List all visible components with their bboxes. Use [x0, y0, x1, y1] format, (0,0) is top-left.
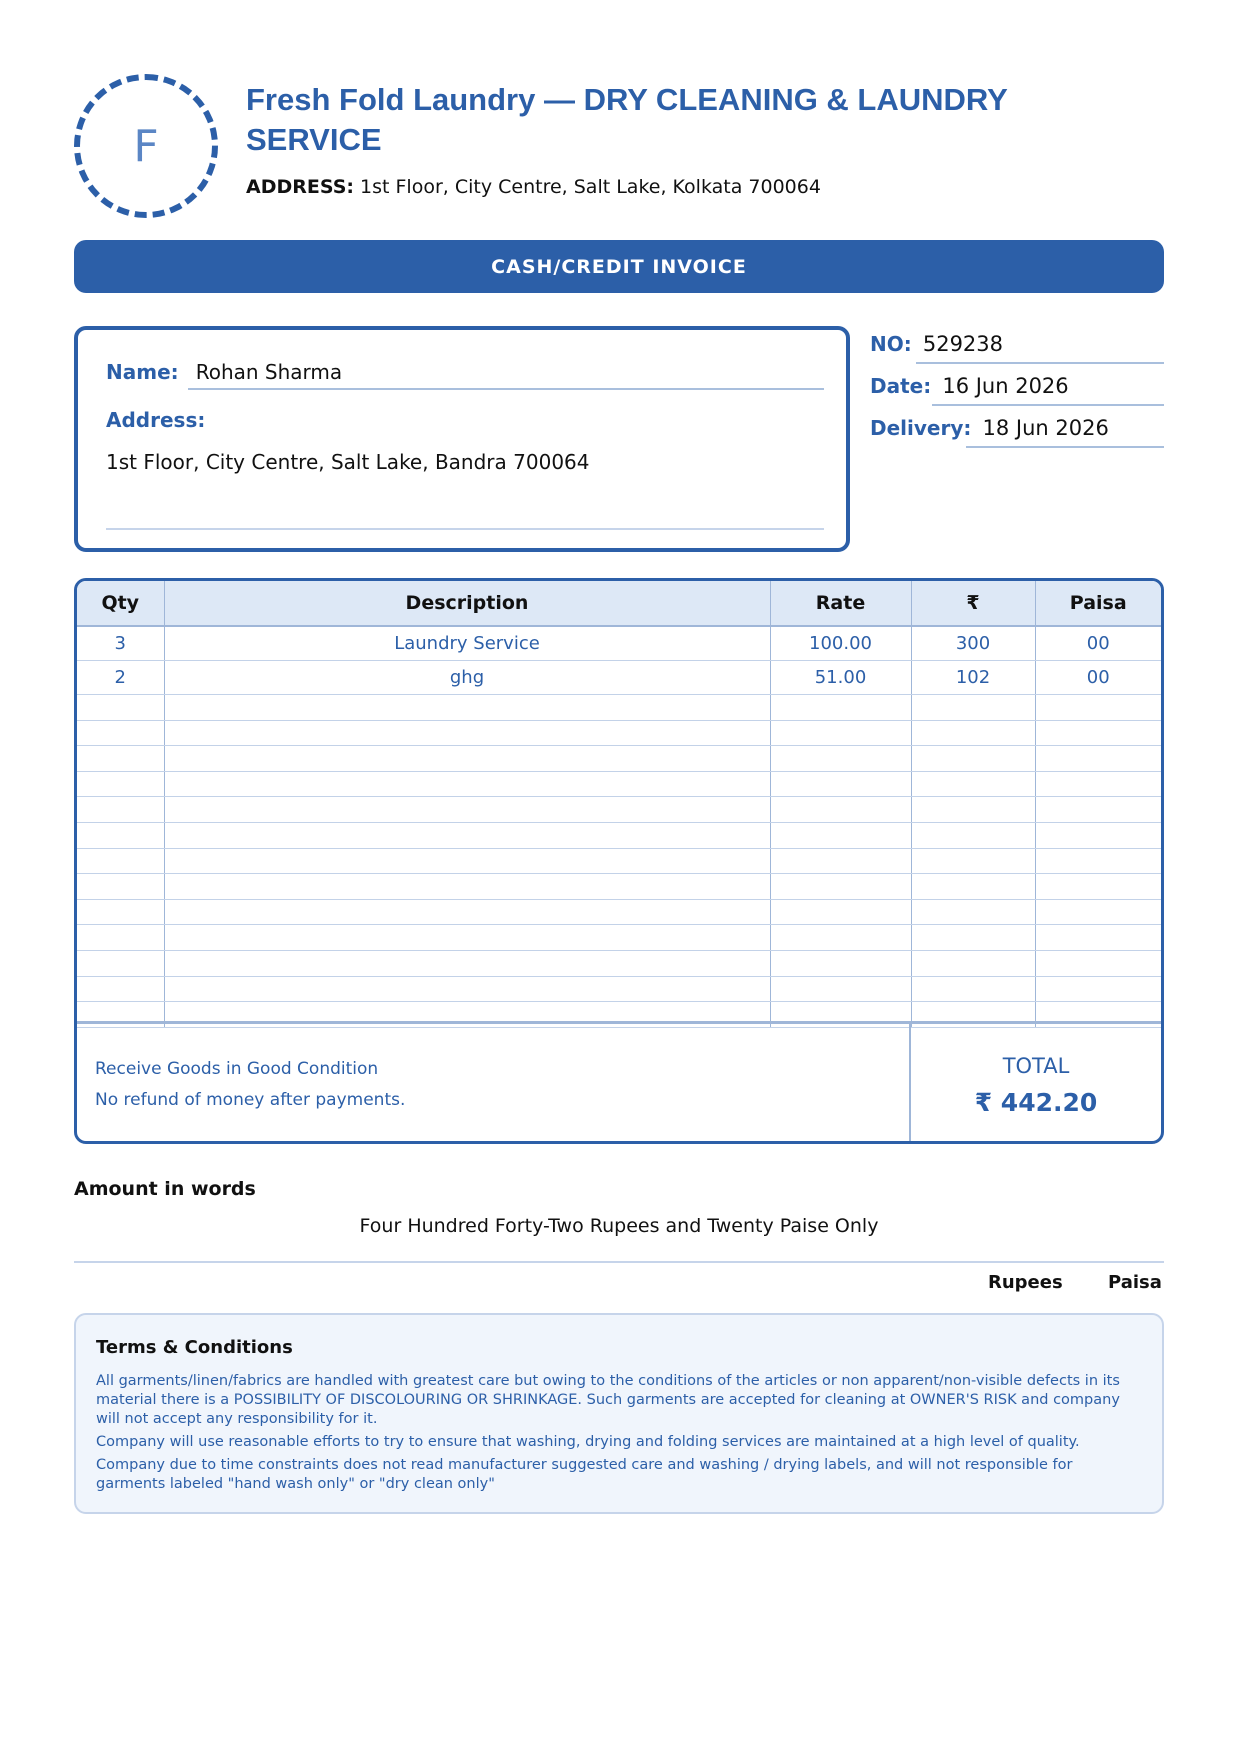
empty-table-row: [77, 822, 1161, 848]
header-qty: Qty: [77, 581, 164, 626]
empty-table-row: [77, 797, 1161, 823]
empty-cell: [770, 797, 911, 823]
empty-cell: [911, 925, 1035, 951]
table-row: [77, 626, 1161, 661]
empty-cell: [77, 925, 164, 951]
empty-table-row: [77, 976, 1161, 1002]
company-address: [246, 176, 821, 198]
empty-cell: [164, 950, 770, 976]
invoice-date-row: [870, 374, 1069, 398]
empty-table-row: [77, 771, 1161, 797]
empty-cell: [911, 797, 1035, 823]
table-footer: [77, 1021, 1161, 1144]
address-underline: [106, 528, 824, 530]
empty-cell: [1035, 950, 1161, 976]
empty-cell: [770, 771, 911, 797]
empty-cell: [911, 746, 1035, 772]
cell-qty: 3: [77, 626, 164, 661]
empty-table-row: [77, 695, 1161, 721]
empty-cell: [1035, 771, 1161, 797]
empty-cell: [1035, 746, 1161, 772]
invoice-number-row: [870, 332, 1003, 356]
empty-cell: [770, 822, 911, 848]
terms-paragraph-2: Company will use reasonable efforts to try to ensure that washing, drying and folding services are maintained at a high level of quality.: [96, 1434, 1080, 1450]
empty-cell: [911, 720, 1035, 746]
cell-rupees: 102: [911, 661, 1035, 695]
delivery-date: 18 Jun 2026: [982, 416, 1109, 440]
total-label: TOTAL: [1002, 1054, 1070, 1078]
company-name: Fresh Fold Laundry — DRY CLEANING & LAUNDRY SERVICE: [246, 82, 1008, 157]
empty-cell: [77, 848, 164, 874]
invoice-date: 16 Jun 2026: [942, 374, 1069, 398]
logo-letter: F: [133, 120, 159, 172]
cell-description: ghg: [164, 661, 770, 695]
empty-cell: [164, 925, 770, 951]
cell-rate: 51.00: [770, 661, 911, 695]
empty-cell: [77, 874, 164, 900]
cell-paisa: 00: [1035, 661, 1161, 695]
empty-cell: [164, 848, 770, 874]
empty-cell: [911, 771, 1035, 797]
customer-address-row: [106, 408, 205, 432]
invoice-number: 529238: [922, 332, 1004, 356]
empty-cell: [1035, 976, 1161, 1002]
customer-box: [74, 326, 850, 552]
empty-cell: [1035, 720, 1161, 746]
empty-cell: [911, 874, 1035, 900]
empty-cell: [911, 950, 1035, 976]
empty-cell: [164, 822, 770, 848]
empty-cell: [164, 874, 770, 900]
empty-cell: [1035, 925, 1161, 951]
empty-cell: [1035, 822, 1161, 848]
empty-cell: [1035, 874, 1161, 900]
header-rate: Rate: [770, 581, 911, 626]
empty-cell: [164, 899, 770, 925]
customer-address-label: Address:: [106, 408, 206, 432]
items-table-box: [74, 578, 1164, 1144]
empty-table-row: [77, 848, 1161, 874]
terms-title: Terms & Conditions: [96, 1337, 293, 1358]
empty-cell: [77, 976, 164, 1002]
customer-name-label: Name:: [106, 360, 179, 384]
items-body: [77, 626, 1161, 1027]
empty-cell: [77, 899, 164, 925]
empty-table-row: [77, 925, 1161, 951]
cell-description: Laundry Service: [164, 626, 770, 661]
table-row: [77, 661, 1161, 695]
empty-cell: [1035, 695, 1161, 721]
empty-cell: [770, 899, 911, 925]
name-underline: [188, 388, 824, 390]
empty-cell: [1035, 899, 1161, 925]
header-paisa: Paisa: [1035, 581, 1161, 626]
empty-cell: [770, 976, 911, 1002]
notes: [95, 1054, 405, 1116]
empty-cell: [77, 822, 164, 848]
invoice-number-underline: [916, 362, 1164, 364]
empty-cell: [164, 797, 770, 823]
empty-cell: [911, 848, 1035, 874]
empty-cell: [770, 874, 911, 900]
empty-cell: [770, 848, 911, 874]
header-rupees: ₹: [911, 581, 1035, 626]
table-header-row: [77, 581, 1161, 626]
company-address-label: ADDRESS:: [246, 176, 354, 198]
empty-cell: [164, 771, 770, 797]
empty-cell: [77, 746, 164, 772]
empty-cell: [770, 695, 911, 721]
total-value: ₹ 442.20: [974, 1088, 1098, 1117]
company-address-value: 1st Floor, City Centre, Salt Lake, Kolkata 700064: [360, 176, 821, 198]
empty-cell: [164, 720, 770, 746]
cell-qty: 2: [77, 661, 164, 695]
terms-paragraph-3: Company due to time constraints does not read manufacturer suggested care and washing / drying labels, and will not responsible for garments labeled "hand wash only" or "dry clean only": [96, 1457, 1073, 1492]
empty-cell: [164, 976, 770, 1002]
terms-paragraph-1: All garments/linen/fabrics are handled with greatest care but owing to the conditions of the articles or non apparent/non-visible defects in its material there is a POSSIBILITY OF DISCOLOURING OR SHRINKAGE. Such garments are accepted for cleaning at OWNER'S RISK and company will not accept any responsibility for it.: [96, 1373, 1120, 1427]
empty-table-row: [77, 950, 1161, 976]
empty-cell: [911, 976, 1035, 1002]
empty-cell: [770, 925, 911, 951]
empty-cell: [911, 822, 1035, 848]
empty-cell: [164, 695, 770, 721]
empty-cell: [911, 695, 1035, 721]
customer-name: Rohan Sharma: [195, 360, 343, 384]
empty-cell: [770, 720, 911, 746]
empty-cell: [770, 950, 911, 976]
amount-words-label: Amount in words: [74, 1178, 256, 1200]
empty-cell: [911, 899, 1035, 925]
header-description: Description: [164, 581, 770, 626]
cell-paisa: 00: [1035, 626, 1161, 661]
empty-table-row: [77, 720, 1161, 746]
delivery-date-row: [870, 416, 1109, 440]
empty-cell: [77, 771, 164, 797]
invoice-number-label: NO:: [870, 332, 912, 356]
amount-words-value: Four Hundred Forty-Two Rupees and Twenty Paise Only: [359, 1215, 879, 1237]
cell-rupees: 300: [911, 626, 1035, 661]
company-logo: [74, 74, 218, 218]
empty-cell: [1035, 848, 1161, 874]
total-box: [909, 1024, 1161, 1144]
cell-rate: 100.00: [770, 626, 911, 661]
invoice-date-label: Date:: [870, 374, 932, 398]
amount-words-underline: [74, 1261, 1164, 1263]
items-table: [77, 581, 1161, 1028]
empty-cell: [77, 720, 164, 746]
empty-table-row: [77, 899, 1161, 925]
rupees-label: Rupees: [988, 1272, 1063, 1293]
delivery-date-label: Delivery:: [870, 416, 972, 440]
terms-box: [74, 1313, 1164, 1514]
customer-address: 1st Floor, City Centre, Salt Lake, Bandra 700064: [106, 450, 590, 474]
empty-cell: [77, 695, 164, 721]
empty-table-row: [77, 746, 1161, 772]
empty-cell: [1035, 797, 1161, 823]
empty-cell: [164, 746, 770, 772]
note-no-refund: No refund of money after payments.: [95, 1090, 406, 1110]
empty-cell: [77, 950, 164, 976]
paisa-label: Paisa: [1108, 1272, 1162, 1293]
customer-name-row: [106, 360, 342, 384]
empty-cell: [770, 746, 911, 772]
invoice-date-underline: [932, 404, 1164, 406]
delivery-date-underline: [966, 446, 1164, 448]
empty-cell: [77, 797, 164, 823]
empty-table-row: [77, 874, 1161, 900]
invoice-banner: CASH/CREDIT INVOICE: [74, 240, 1164, 293]
note-good-condition: Receive Goods in Good Condition: [95, 1059, 379, 1079]
